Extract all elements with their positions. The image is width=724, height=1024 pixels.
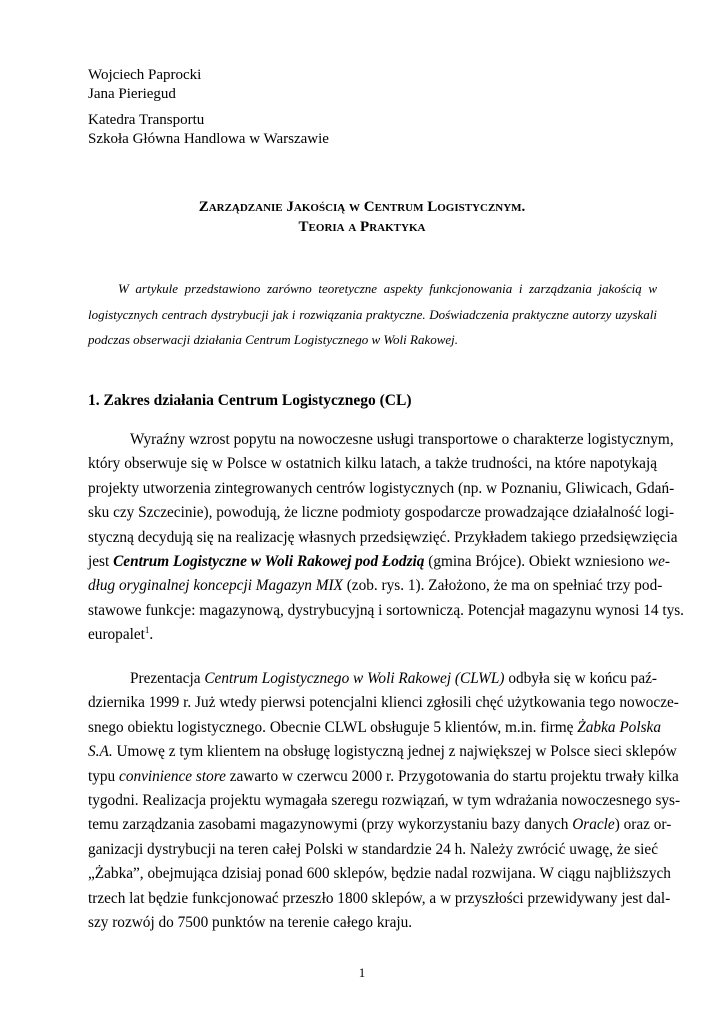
text-line: stawowe funkcje: magazynową, dystrybucyjną i sortowniczą. Potencjał magazynu wynosi 14 tys. <box>88 601 685 619</box>
page-number: 1 <box>358 965 366 980</box>
text-line: sku czy Szczecinie), powodują, że liczne podmioty gospodarcze prowadzające działalność logi- <box>88 504 675 522</box>
paper-title <box>0 197 724 237</box>
text-line: styczną decydują się na realizację własnych przedsięwzięć. Przykładem takiego przedsięwzięcia <box>88 528 678 546</box>
text-line <box>88 574 663 598</box>
author-name: Wojciech Paprocki <box>88 67 202 83</box>
text-run: europalet <box>88 626 145 644</box>
body-paragraph <box>88 667 681 935</box>
author-list <box>88 66 201 103</box>
affiliation <box>88 111 329 148</box>
text-run: odbyła się w końcu paź- <box>504 670 658 687</box>
section-heading: 1. Zakres działania Centrum Logistycznego (CL) <box>88 392 412 409</box>
text-line: szy rozwój do 7500 punktów na terenie całego kraju. <box>88 913 413 931</box>
text-run: snego obiektu logistycznego. Obecnie CLWL obsługuje 5 klientów, m.in. firmę <box>88 718 578 736</box>
text-line: który obserwuje się w Polsce w ostatnich kilku latach, a także trudności, na które napotykają <box>88 455 657 473</box>
emphasis-text: Żabka Polska <box>577 718 661 736</box>
body-paragraph <box>88 428 685 648</box>
text-line: trzech lat będzie funkcjonować przeszło 1800 sklepów, a w przyszłości przewidywany jest dal- <box>88 889 671 907</box>
text-run: ) oraz or- <box>614 816 672 834</box>
text-line: projekty utworzenia zintegrowanych centrów logistycznych (np. w Poznaniu, Gliwicach, Gdań- <box>88 479 675 497</box>
emphasis-text: Oracle <box>572 816 615 834</box>
department: Katedra Transportu <box>88 112 205 128</box>
abstract: W artykule przedstawiono zarówno teoretyczne aspekty funkcjonowania i zarządzania jakością w logistycznych centrach dystrybucji jak i rozwiązania praktyczne. Doświadczenia praktyczne autorzy uzyskali podczas obserwacji działania Centrum Logistycznego w Woli Rakowej. <box>88 281 657 347</box>
text-line: tygodni. Realizacja projektu wymagała szeregu rozwiązań, w tym wdrażania nowoczesnego sys- <box>88 791 681 809</box>
text-line <box>88 667 657 691</box>
text-line <box>88 716 661 740</box>
text-run: . <box>149 626 154 644</box>
text-run: (zob. rys. 1). Założono, że ma on spełniać trzy pod- <box>342 577 663 595</box>
text-line <box>88 813 672 837</box>
emphasis-text: we- <box>647 552 670 570</box>
emphasis-text: dług oryginalnej koncepcji Magazyn MIX <box>88 577 343 595</box>
text-line: Wyraźny wzrost popytu na nowoczesne usługi transportowe o charakterze logistycznym, <box>130 431 674 448</box>
author-name: Jana Pieriegud <box>88 85 176 102</box>
text-line <box>88 740 677 764</box>
text-line: dziernika 1999 r. Już wtedy pierwsi potencjalni klienci zgłosili chęć użytkowania tego nowocze- <box>88 694 679 712</box>
text-run: jest <box>88 552 114 570</box>
emphasis-text: S.A. <box>88 743 113 761</box>
text-run: Umowę z tym klientem na obsługę logistyczną jednej z największej w Polsce sieci sklepów <box>112 743 677 761</box>
title-line: Zarządzanie Jakością w Centrum Logistycznym. <box>198 199 526 215</box>
emphasis-text: Centrum Logistyczne w Woli Rakowej pod Łodzią <box>113 552 425 570</box>
text-run: (gmina Brójce). Obiekt wzniesiono <box>424 552 648 570</box>
text-run: typu <box>88 767 120 785</box>
text-line <box>88 550 670 574</box>
title-line: Teoria a Praktyka <box>298 219 426 235</box>
text-run: zawarto w czerwcu 2000 r. Przygotowania do startu projektu trwały kilka <box>225 767 679 785</box>
text-line: „Żabka”, obejmująca dzisiaj ponad 600 sklepów, będzie nadal rozwijana. W ciągu najbliższych <box>88 865 671 883</box>
emphasis-text: Centrum Logistycznego w Woli Rakowej (CLWL) <box>204 670 505 687</box>
text-line <box>88 765 679 789</box>
text-line: ganizacji dystrybucji na teren całej Polski w standardzie 24 h. Należy zwrócić uwagę, że sieć <box>88 840 659 858</box>
text-run: temu zarządzania zasobami magazynowymi (przy wykorzystaniu bazy danych <box>88 816 573 834</box>
emphasis-text: convinience store <box>119 767 226 785</box>
text-run: Prezentacja <box>130 670 205 687</box>
text-line <box>88 623 657 647</box>
institution: Szkoła Główna Handlowa w Warszawie <box>88 130 329 147</box>
footnote-reference[interactable]: 1 <box>144 625 150 636</box>
